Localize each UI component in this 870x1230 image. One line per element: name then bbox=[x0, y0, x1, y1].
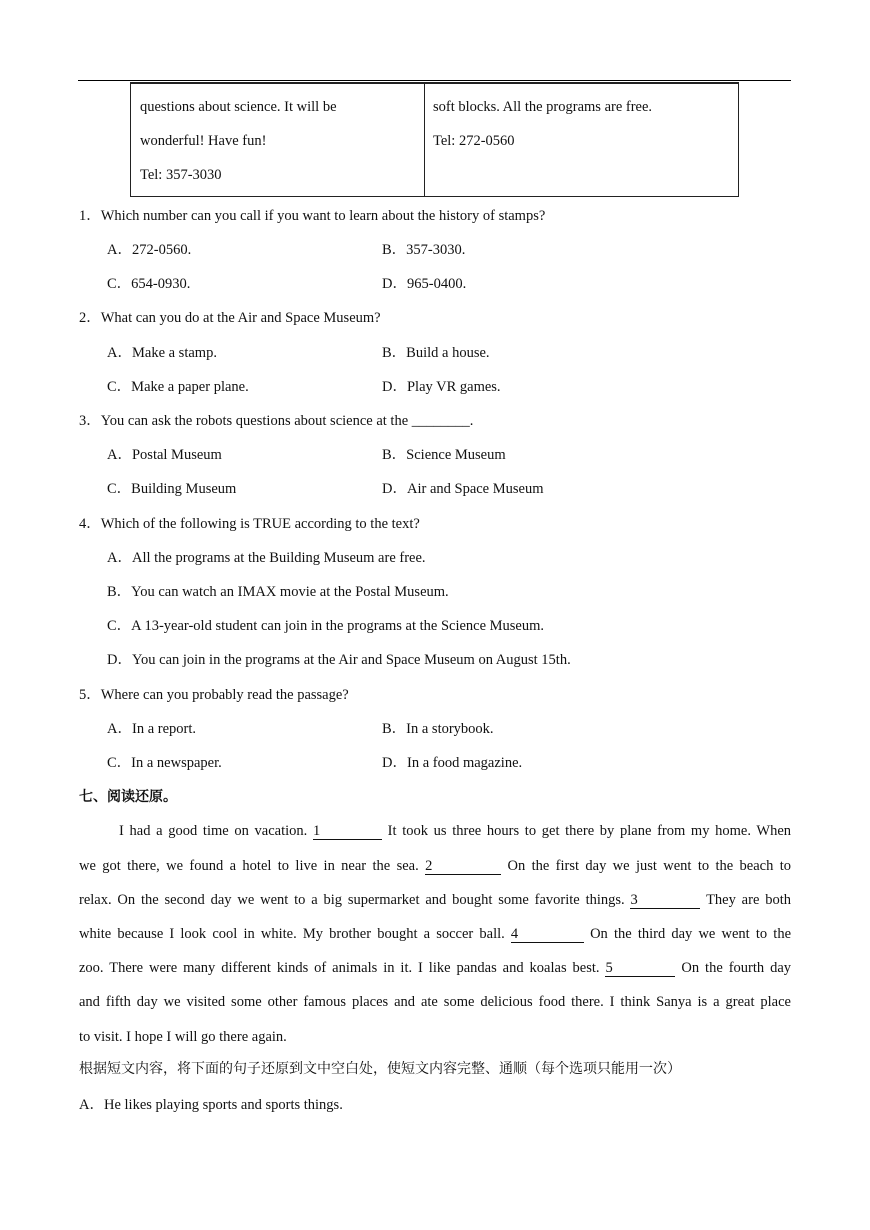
page-top-rule bbox=[78, 80, 791, 81]
option-c[interactable]: C．In a newspaper. bbox=[107, 755, 222, 771]
option-a[interactable]: A．272-0560. bbox=[107, 242, 192, 258]
section-title: 七、阅读还原。 bbox=[79, 789, 177, 805]
question-stem: 3．You can ask the robots questions about science at the ________. bbox=[79, 413, 474, 429]
passage-line: white because I look cool in white. My brother bought a soccer ball. 4 On the third day we went to the bbox=[79, 926, 791, 942]
table-cell-science bbox=[131, 84, 425, 196]
blank-3[interactable]: 3 bbox=[630, 893, 700, 909]
option-d[interactable]: D．In a food magazine. bbox=[382, 755, 523, 771]
question-stem: 4．Which of the following is TRUE according to the text? bbox=[79, 516, 420, 532]
info-table bbox=[130, 82, 739, 197]
option-d[interactable]: D．Play VR games. bbox=[382, 379, 501, 395]
option-d[interactable]: D．You can join in the programs at the Air and Space Museum on August 15th. bbox=[107, 652, 571, 668]
option-c[interactable]: C．Building Museum bbox=[107, 481, 237, 497]
passage-line: we got there, we found a hotel to live in near the sea. 2 On the first day we just went to the beach to bbox=[79, 858, 792, 874]
table-line: soft blocks. All the programs are free. bbox=[433, 99, 653, 115]
option-c[interactable]: C．654-0930. bbox=[107, 276, 191, 292]
table-line: wonderful! Have fun! bbox=[140, 133, 267, 149]
passage-line: zoo. There were many different kinds of animals in it. I like pandas and koalas best. 5 On the fourth day bbox=[79, 960, 791, 976]
blank-2[interactable]: 2 bbox=[425, 859, 501, 875]
passage-line: to visit. I hope I will go there again. bbox=[79, 1029, 287, 1045]
blank-1[interactable]: 1 bbox=[313, 824, 382, 840]
option-a[interactable]: A．All the programs at the Building Museum are free. bbox=[107, 550, 426, 566]
option-d[interactable]: D．965-0400. bbox=[382, 276, 467, 292]
choice-a: A．He likes playing sports and sports things. bbox=[79, 1097, 343, 1113]
option-d[interactable]: D．Air and Space Museum bbox=[382, 481, 544, 497]
section-instruction: 根据短文内容，将下面的句子还原到文中空白处，使短文内容完整、通顺（每个选项只能用一次） bbox=[79, 1061, 681, 1077]
option-b[interactable]: B．You can watch an IMAX movie at the Postal Museum. bbox=[107, 584, 449, 600]
option-a[interactable]: A．Postal Museum bbox=[107, 447, 222, 463]
blank-5[interactable]: 5 bbox=[605, 961, 675, 977]
table-line: questions about science. It will be bbox=[140, 99, 337, 115]
passage-line: and fifth day we visited some other famous places and ate some delicious food there. I think Sanya is a great place bbox=[79, 994, 791, 1010]
option-a[interactable]: A．In a report. bbox=[107, 721, 196, 737]
option-b[interactable]: B．Science Museum bbox=[382, 447, 506, 463]
blank-4[interactable]: 4 bbox=[511, 927, 584, 943]
question-stem: 5．Where can you probably read the passage? bbox=[79, 687, 349, 703]
table-cell-building bbox=[425, 84, 738, 196]
option-c[interactable]: C．A 13-year-old student can join in the programs at the Science Museum. bbox=[107, 618, 545, 634]
option-b[interactable]: B．In a storybook. bbox=[382, 721, 494, 737]
table-line: Tel: 357-3030 bbox=[140, 167, 222, 183]
option-a[interactable]: A．Make a stamp. bbox=[107, 345, 217, 361]
option-c[interactable]: C．Make a paper plane. bbox=[107, 379, 249, 395]
passage-line: I had a good time on vacation. 1 It took us three hours to get there by plane from my home. When bbox=[119, 823, 792, 839]
option-b[interactable]: B．357-3030. bbox=[382, 242, 466, 258]
option-b[interactable]: B．Build a house. bbox=[382, 345, 490, 361]
passage-line: relax. On the second day we went to a big supermarket and bought some favorite things. 3 They are both bbox=[79, 892, 791, 908]
table-line: Tel: 272-0560 bbox=[433, 133, 515, 149]
question-stem: 1．Which number can you call if you want to learn about the history of stamps? bbox=[79, 208, 546, 224]
question-stem: 2．What can you do at the Air and Space Museum? bbox=[79, 310, 381, 326]
